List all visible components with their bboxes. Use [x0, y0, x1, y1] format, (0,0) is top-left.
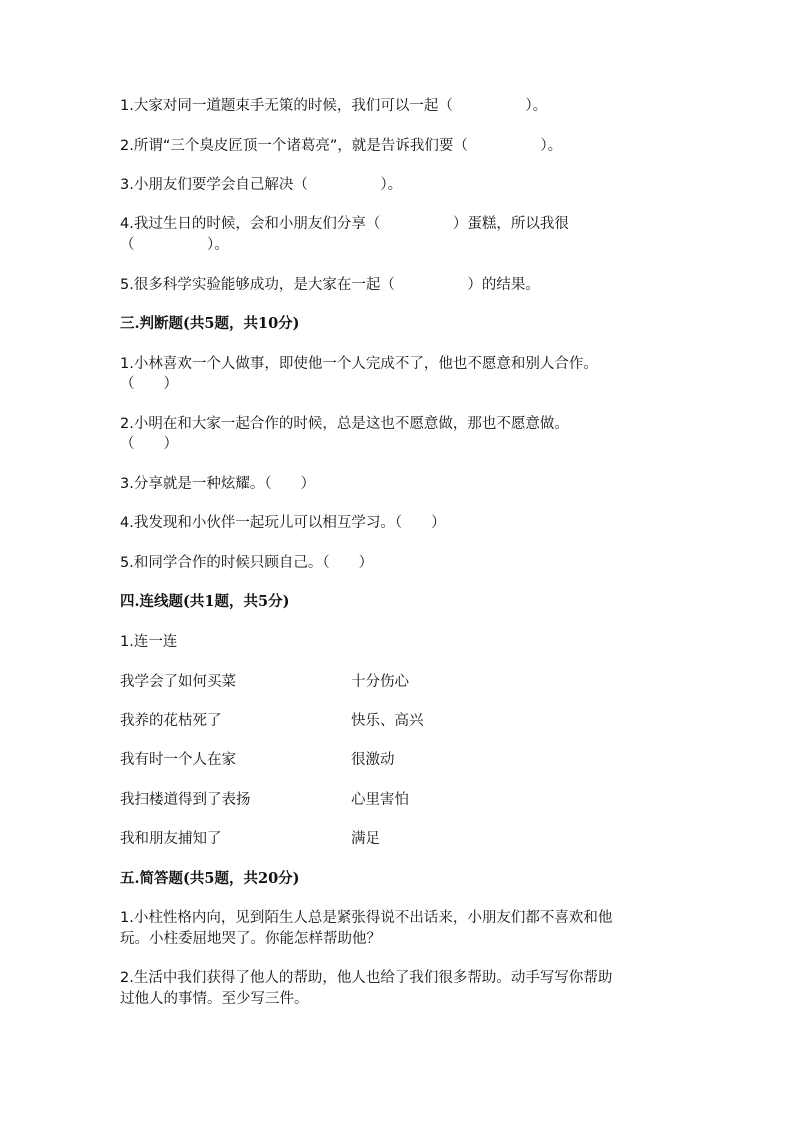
fill-question-4-line1: 4.我过生日的时候，会和小朋友们分享（ ）蛋糕，所以我很: [120, 216, 569, 232]
matching-right-item: 心里害怕: [351, 792, 409, 808]
judge-question-1-line2: （ ）: [120, 376, 178, 392]
fill-question-2: 2.所谓“三个臭皮匠顶一个诸葛亮”，就是告诉我们要（ ）。: [120, 138, 563, 154]
short-answer-question-1-line2: 玩。小柱委屈地哭了。你能怎样帮助他？: [120, 931, 381, 947]
fill-question-3: 3.小朋友们要学会自己解决（ ）。: [120, 177, 403, 193]
short-answer-question-2-line2: 过他人的事情。至少写三件。: [120, 991, 309, 1007]
judge-question-5: 5.和同学合作的时候只顾自己。（ ）: [120, 555, 374, 571]
matching-left-item: 我有时一个人在家: [120, 752, 236, 768]
judge-question-2-line2: （ ）: [120, 436, 178, 452]
section-heading-judge: 三.判断题(共5题，共10分): [120, 315, 300, 332]
judge-question-2-line1: 2.小明在和大家一起合作的时候，总是这也不愿意做，那也不愿意做。: [120, 416, 569, 432]
short-answer-question-1-line1: 1.小柱性格内向，见到陌生人总是紧张得说不出话来，小朋友们都不喜欢和他: [120, 910, 613, 926]
matching-left-item: 我和朋友捕知了: [120, 831, 222, 847]
matching-right-item: 十分伤心: [351, 674, 409, 690]
short-answer-question-2-line1: 2.生活中我们获得了他人的帮助，他人也给了我们很多帮助。动手写写你帮助: [120, 970, 613, 986]
matching-question-1: 1.连一连: [120, 634, 178, 650]
matching-right-item: 满足: [351, 831, 380, 847]
judge-question-3: 3.分享就是一种炫耀。（ ）: [120, 476, 316, 492]
matching-left-item: 我扫楼道得到了表扬: [120, 792, 251, 808]
section-heading-short-answer: 五.简答题(共5题，共20分): [120, 870, 300, 887]
matching-left-item: 我养的花枯死了: [120, 713, 222, 729]
judge-question-1-line1: 1.小林喜欢一个人做事，即使他一个人完成不了，他也不愿意和别人合作。: [120, 356, 598, 372]
matching-left-item: 我学会了如何买菜: [120, 674, 236, 690]
matching-right-item: 很激动: [351, 752, 395, 768]
fill-question-1: 1.大家对同一道题束手无策的时候，我们可以一起（ ）。: [120, 98, 548, 114]
judge-question-4: 4.我发现和小伙伴一起玩儿可以相互学习。（ ）: [120, 515, 446, 531]
fill-question-4-line2: （ ）。: [120, 237, 229, 253]
section-heading-matching: 四.连线题(共1题，共5分): [120, 593, 290, 610]
matching-right-item: 快乐、高兴: [351, 713, 424, 729]
fill-question-5: 5.很多科学实验能够成功，是大家在一起（ ）的结果。: [120, 277, 540, 293]
